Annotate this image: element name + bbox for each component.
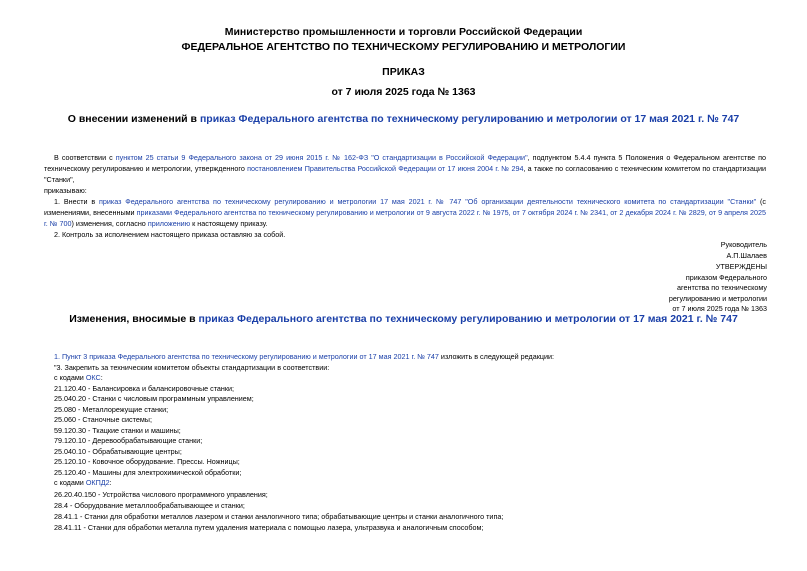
order-747-link[interactable]: приказ Федерального агентства по техническому регулированию и метрологии 17 мая 2021 г. № 747 "Об организации деятельности технического комитета по стандартизации "Станки" — [99, 197, 757, 206]
intro-text-3: , а также по согласованию с техническим комитетом по стандартизации "Станки", — [44, 164, 766, 184]
title-prefix: О внесении изменений в — [67, 113, 200, 125]
okpd-link[interactable]: ОКПД2 — [85, 478, 110, 487]
item-2-paragraph: 2. Контроль за исполнением настоящего приказа оставляю за собой. — [54, 230, 286, 239]
approval-line-5: от 7 июля 2025 года № 1363 — [672, 304, 767, 313]
approval-line-2: приказом Федерального — [685, 272, 767, 282]
item-1-text-1: 1. Внести в — [54, 197, 99, 206]
oks-link[interactable]: ОКС — [85, 373, 101, 382]
document-title — [0, 113, 807, 125]
agency-name: ФЕДЕРАЛЬНОЕ АГЕНТСТВО ПО ТЕХНИЧЕСКОМУ РЕГУЛИРОВАНИЮ И МЕТРОЛОГИИ — [181, 41, 626, 53]
oks-item: 25.040.20 - Станки с числовым программным управлением; — [54, 394, 254, 403]
federal-law-link[interactable]: пунктом 25 статьи 9 Федерального закона от 29 июня 2015 г. № 162-ФЗ "О стандартизации в Российской Федерации" — [115, 153, 528, 162]
intro-text-2: , подпунктом 5.4.4 пункта 5 Положения о Федеральном агентстве по техническому регулированию и метрологии, утвержденного — [44, 153, 767, 173]
okpd-item: 28.4 - Оборудование металлообрабатывающее и станки; — [54, 501, 245, 510]
intro-paragraph — [44, 152, 766, 185]
changes-paragraph-2: "3. Закрепить за техническим комитетом объекты стандартизации в соответствии: — [54, 362, 330, 372]
item-1-text-3: ) изменения, согласно — [71, 219, 148, 228]
item-1-text-2: (с изменениями, внесенными — [44, 197, 766, 217]
oks-item: 25.040.10 - Обрабатывающие центры; — [54, 446, 182, 456]
changes-title-prefix: Изменения, вносимые в — [69, 313, 199, 325]
okpd-item: 28.41.1 - Станки для обработки металлов лазером и станки аналогичного типа; обрабатывающие центры и станки аналогичного типа; — [54, 512, 504, 521]
approval-line-3: агентства по техническому — [677, 283, 767, 292]
okpd-item: 26.20.40.150 - Устройства числового программного управления; — [54, 490, 268, 499]
changes-title-order-link[interactable]: приказ Федерального агентства по техническому регулированию и метрологии от 17 мая 2021 г. № 747 — [198, 313, 738, 325]
orders-word: приказываю: — [44, 186, 87, 195]
item-1-paragraph — [44, 196, 766, 229]
oks-heading — [54, 373, 103, 384]
okpd-heading — [54, 478, 112, 489]
okpd-prefix: с кодами — [54, 478, 86, 487]
intro-text-1: В соответствии с — [54, 153, 116, 162]
document-type: ПРИКАЗ — [382, 66, 425, 78]
clause-3-link[interactable]: 1. Пункт 3 приказа Федерального агентства по техническому регулированию и метрологии от 17 мая 2021 г. № 747 — [54, 352, 439, 361]
oks-suffix: : — [100, 373, 103, 382]
changes-title — [0, 313, 807, 325]
approval-line-1: УТВЕРЖДЕНЫ — [715, 262, 767, 271]
oks-item: 25.080 - Металлорежущие станки; — [54, 404, 169, 414]
signature-name: А.П.Шалаев — [726, 251, 767, 260]
ministry-name: Министерство промышленности и торговли Российской Федерации — [224, 26, 583, 38]
title-order-link[interactable]: приказ Федерального агентства по техническому регулированию и метрологии от 17 мая 2021 г. № 747 — [199, 113, 740, 125]
amending-orders-link[interactable]: приказами Федерального агентства по техническому регулированию и метрологии от 9 августа 2022 г. № 1975, от 7 октября 2024 г. № 2341, от 2 декабря 2024 г. № 2829, от 9 апреля 2025 г. № 700 — [44, 208, 766, 228]
approval-line-4: регулированию и метрологии — [668, 293, 767, 303]
changes-paragraph-1 — [54, 352, 554, 363]
oks-item: 21.120.40 - Балансировка и балансировочные станки; — [54, 383, 235, 393]
oks-prefix: с кодами — [54, 373, 86, 382]
changes-paragraph-1-text: изложить в следующей редакции: — [438, 352, 554, 361]
okpd-item: 28.41.11 - Станки для обработки металла путем удаления материала с помощью лазера, ультразвука и аналогичным способом; — [54, 523, 484, 532]
government-decree-link[interactable]: постановлением Правительства Российской Федерации от 17 июня 2004 г. № 294 — [247, 164, 524, 173]
oks-item: 59.120.30 - Ткацкие станки и машины; — [54, 425, 181, 435]
okpd-suffix: : — [109, 478, 112, 487]
signature-position: Руководитель — [720, 240, 767, 249]
appendix-link[interactable]: приложению — [147, 219, 191, 228]
oks-item: 25.120.40 - Машины для электрохимической обработки; — [54, 467, 242, 477]
oks-item: 25.120.10 - Ковочное оборудование. Прессы. Ножницы; — [54, 457, 240, 466]
oks-item: 25.060 - Станочные системы; — [54, 415, 152, 424]
item-1-text-4: к настоящему приказу. — [190, 219, 268, 228]
document-date: от 7 июля 2025 года № 1363 — [331, 86, 476, 98]
oks-item: 79.120.10 - Деревообрабатывающие станки; — [54, 436, 203, 445]
